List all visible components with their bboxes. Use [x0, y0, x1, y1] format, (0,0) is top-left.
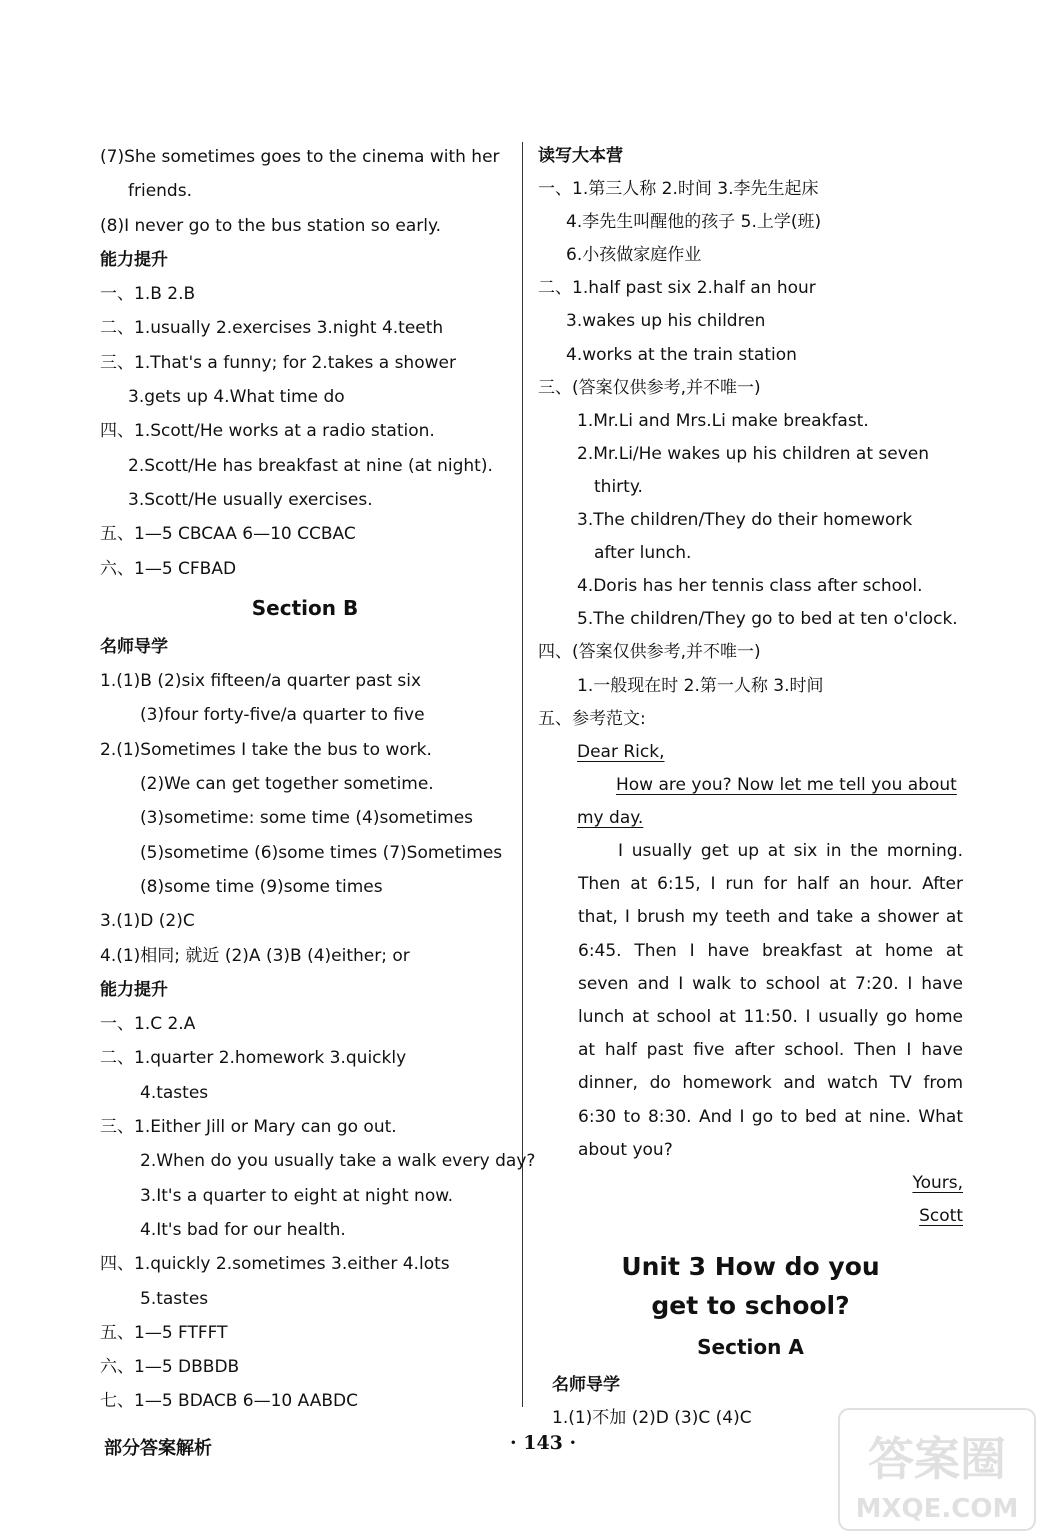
answer-line: (2)We can get together sometime.	[140, 774, 434, 795]
answer-line: (8)some time (9)some times	[140, 876, 383, 897]
answer-line: (5)sometime (6)some times (7)Sometimes	[140, 842, 503, 863]
answer-line: 4.李先生叫醒他的孩子 5.上学(班)	[566, 212, 822, 233]
answer-line: 2.When do you usually take a walk every day?	[140, 1151, 536, 1172]
watermark-text-en: MXQE.COM	[855, 1494, 1019, 1524]
answer-line: 一、1.C 2.A	[100, 1014, 196, 1035]
letter-signature	[538, 1200, 963, 1233]
letter-intro-line-2	[538, 802, 963, 835]
sub-heading: 能力提升	[100, 249, 168, 270]
intro-text-2: my day.	[577, 807, 644, 828]
unit-title	[538, 1247, 963, 1325]
watermark-logo	[837, 1407, 1037, 1532]
answer-line: 七、1—5 BDACB 6—10 AABDC	[100, 1391, 358, 1412]
salutation-text: Dear Rick,	[577, 741, 665, 762]
answer-line: 二、1.quarter 2.homework 3.quickly	[100, 1048, 407, 1069]
answer-line-last: 1.(1)不加 (2)D (3)C (4)C	[552, 1408, 752, 1429]
unit-title-line-2: get to school?	[651, 1291, 850, 1321]
answer-line: (3)four forty-five/a quarter to five	[140, 705, 425, 726]
answer-line: 6.小孩做家庭作业	[566, 245, 702, 266]
section-a-heading: Section A	[697, 1335, 804, 1360]
answer-line: 4.Doris has her tennis class after school.	[577, 576, 923, 597]
answer-line: thirty.	[594, 476, 643, 497]
answer-line: (7)She sometimes goes to the cinema with her	[100, 147, 500, 167]
column-divider	[522, 142, 523, 1407]
answer-line: 3.(1)D (2)C	[100, 911, 195, 932]
answer-line: 三、1.Either Jill or Mary can go out.	[100, 1117, 397, 1138]
answer-line: 四、1.Scott/He works at a radio station.	[100, 421, 435, 442]
answer-line: 2.Mr.Li/He wakes up his children at seven	[577, 443, 930, 464]
signature-text: Scott	[919, 1206, 963, 1227]
sub-heading: 能力提升	[100, 979, 168, 1000]
letter-salutation	[538, 736, 963, 769]
footer-label: 部分答案解析	[104, 1438, 212, 1459]
answer-line: 3.wakes up his children	[566, 311, 766, 332]
answer-line: 2.(1)Sometimes I take the bus to work.	[100, 739, 432, 760]
right-column	[538, 140, 963, 1435]
sub-heading: 名师导学	[100, 636, 168, 657]
letter-intro-line-1	[538, 769, 963, 802]
closing-text: Yours,	[912, 1173, 963, 1193]
answer-line: 六、1—5 DBBDB	[100, 1357, 240, 1378]
page-number: · 143 ·	[510, 1432, 577, 1454]
answer-line: 三、(答案仅供参考,并不唯一)	[538, 377, 761, 398]
answer-line: 5.The children/They go to bed at ten o'clock.	[577, 609, 958, 630]
answer-line: 4.(1)相同; 就近 (2)A (3)B (4)either; or	[100, 945, 410, 966]
letter-body: I usually get up at six in the morning. Then at 6:15, I run for half an hour. After that, I brush my teeth and take a shower at 6:45. Then I have breakfast at home at seven and I walk to school at 7:20. I have lunch at school at 11:50. I usually go home at half past five after school. Then I have dinner, do homework and watch TV from 6:30 to 8:30. And I go to bed at nine. What about you?	[578, 840, 963, 1160]
answer-line: 五、1—5 FTFFT	[100, 1322, 228, 1343]
answer-line: after lunch.	[594, 543, 692, 564]
answer-line: 1.(1)B (2)six fifteen/a quarter past six	[100, 671, 422, 692]
answer-line: 3.gets up 4.What time do	[128, 387, 345, 408]
answer-line: 2.Scott/He has breakfast at nine (at night).	[128, 455, 493, 476]
answer-line: 二、1.usually 2.exercises 3.night 4.teeth	[100, 318, 444, 339]
answer-line: 三、1.That's a funny; for 2.takes a shower	[100, 352, 456, 373]
answer-line: friends.	[128, 181, 192, 202]
answer-line: (8)I never go to the bus station so early.	[100, 215, 442, 236]
answer-line: 4.works at the train station	[566, 344, 797, 365]
answer-line: 3.It's a quarter to eight at night now.	[140, 1185, 453, 1206]
answer-line: 二、1.half past six 2.half an hour	[538, 278, 816, 299]
answer-line: 五、1—5 CBCAA 6—10 CCBAC	[100, 524, 356, 545]
left-column	[100, 140, 536, 1419]
answer-line: 一、1.第三人称 2.时间 3.李先生起床	[538, 179, 819, 200]
section-heading: Section B	[251, 595, 359, 620]
watermark-text-cn: 答案圈	[868, 1432, 1006, 1486]
answer-line: 4.It's bad for our health.	[140, 1219, 346, 1240]
unit-title-line-1: Unit 3 How do you	[621, 1252, 880, 1282]
answer-line: (3)sometime: some time (4)sometimes	[140, 808, 474, 829]
heading-mingshi-daoxue: 名师导学	[552, 1375, 620, 1396]
answer-line: 4.tastes	[140, 1082, 209, 1103]
answer-line: 5.tastes	[140, 1288, 209, 1309]
letter-closing	[538, 1167, 963, 1200]
answer-line: 六、1—5 CFBAD	[100, 558, 237, 579]
sub-heading: 读写大本营	[538, 146, 623, 166]
answer-line: 一、1.B 2.B	[100, 284, 196, 305]
answer-line: 五、参考范文:	[538, 708, 646, 729]
answer-line: 四、(答案仅供参考,并不唯一)	[538, 642, 761, 663]
answer-line: 四、1.quickly 2.sometimes 3.either 4.lots	[100, 1254, 450, 1275]
answer-line: 3.Scott/He usually exercises.	[128, 489, 373, 510]
answer-line: 1.一般现在时 2.第一人称 3.时间	[577, 675, 824, 696]
right-answer-lines	[538, 140, 963, 736]
answer-line: 1.Mr.Li and Mrs.Li make breakfast.	[577, 410, 869, 431]
answer-line: 3.The children/They do their homework	[577, 510, 913, 531]
intro-text-1: How are you? Now let me tell you about	[616, 774, 957, 795]
